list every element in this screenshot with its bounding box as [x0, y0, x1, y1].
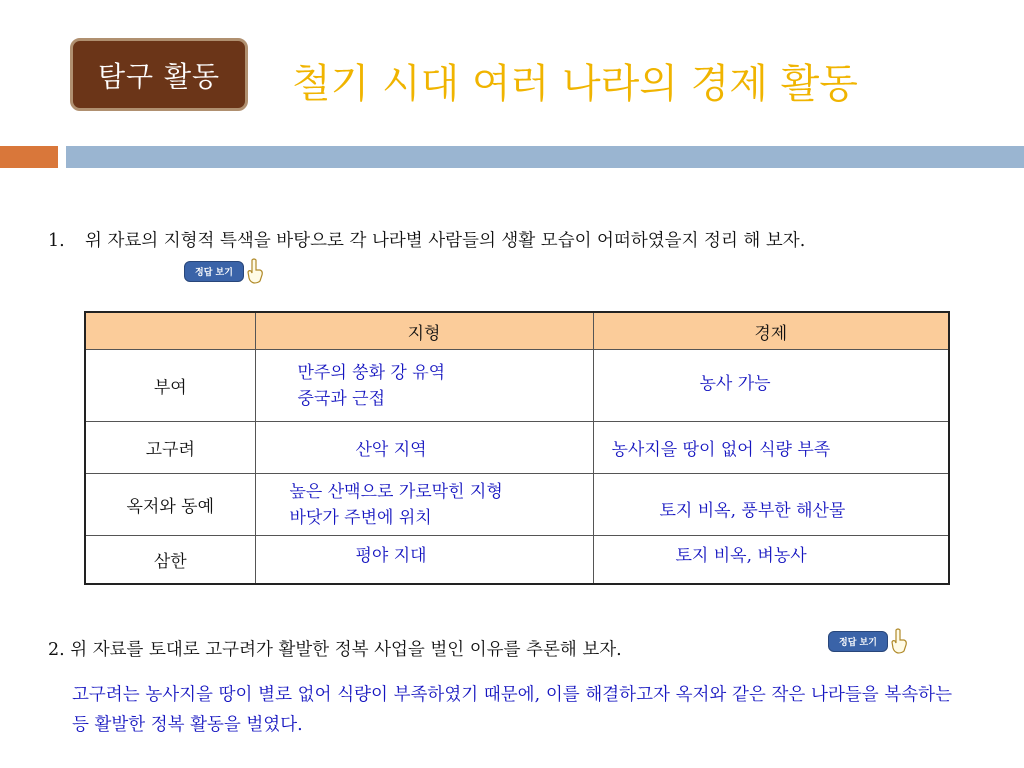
terrain-line: 평야 지대	[355, 545, 427, 566]
table-row	[85, 474, 949, 536]
table-row	[85, 350, 949, 422]
table-header-economy: 경제	[593, 312, 949, 350]
terrain-line: 만주의 쑹화 강 유역	[297, 362, 446, 383]
terrain-cell	[255, 536, 593, 584]
terrain-line: 중국과 근접	[297, 388, 386, 409]
row-label-buyeo: 부여	[85, 350, 255, 422]
economy-text: 농사 가능	[699, 374, 771, 394]
table-row	[85, 422, 949, 474]
terrain-cell	[255, 474, 593, 536]
question-1	[48, 228, 978, 255]
terrain-line: 바닷가 주변에 위치	[289, 507, 432, 528]
row-label-samhan: 삼한	[85, 536, 255, 584]
question-2-answer: 고구려는 농사지을 땅이 별로 없어 식량이 부족하였기 때문에, 이를 해결하고자 옥저와 같은 작은 나라들을 복속하는 등 활발한 정복 활동을 벌였다.	[72, 685, 952, 735]
question-1-text: 위 자료의 지형적 특색을 바탕으로 각 나라별 사람들의 생활 모습이 어떠하였을지 정리 해 보자.	[85, 231, 806, 251]
economy-cell	[593, 350, 949, 422]
economy-text: 토지 비옥, 벼농사	[675, 545, 807, 566]
question-2-text: 2. 위 자료를 토대로 고구려가 활발한 정복 사업을 벌인 이유를 추론해 보자.	[48, 640, 622, 660]
show-answer-button-2-label: 정답 보기	[828, 631, 888, 652]
table-header-row	[85, 312, 949, 350]
terrain-cell	[255, 350, 593, 422]
show-answer-button-2[interactable]	[828, 628, 908, 654]
row-label-okjeo-dongye: 옥저와 동예	[85, 474, 255, 536]
terrain-line: 높은 산맥으로 가로막힌 지형	[289, 481, 503, 502]
pointer-hand-icon	[246, 258, 264, 284]
page-title: 철기 시대 여러 나라의 경제 활동	[292, 61, 858, 107]
show-answer-button-1-label: 정답 보기	[184, 261, 244, 282]
divider-accent-orange	[0, 146, 58, 168]
table-header-empty	[85, 312, 255, 350]
economy-text: 농사지을 땅이 없어 식량 부족	[611, 440, 831, 460]
economy-cell	[593, 474, 949, 536]
table-row	[85, 536, 949, 584]
activity-badge	[70, 38, 248, 111]
question-1-number: 1.	[48, 231, 65, 251]
activity-badge-label: 탐구 활동	[97, 59, 221, 93]
pointer-hand-icon	[890, 628, 908, 654]
economy-cell	[593, 536, 949, 584]
terrain-line: 산악 지역	[355, 440, 427, 460]
economy-table	[84, 311, 950, 585]
table-header-terrain: 지형	[255, 312, 593, 350]
divider-accent-blue	[66, 146, 1024, 168]
economy-text: 토지 비옥, 풍부한 해산물	[659, 501, 846, 521]
row-label-goguryeo: 고구려	[85, 422, 255, 474]
terrain-cell	[255, 422, 593, 474]
economy-cell	[593, 422, 949, 474]
show-answer-button-1[interactable]	[184, 258, 264, 284]
